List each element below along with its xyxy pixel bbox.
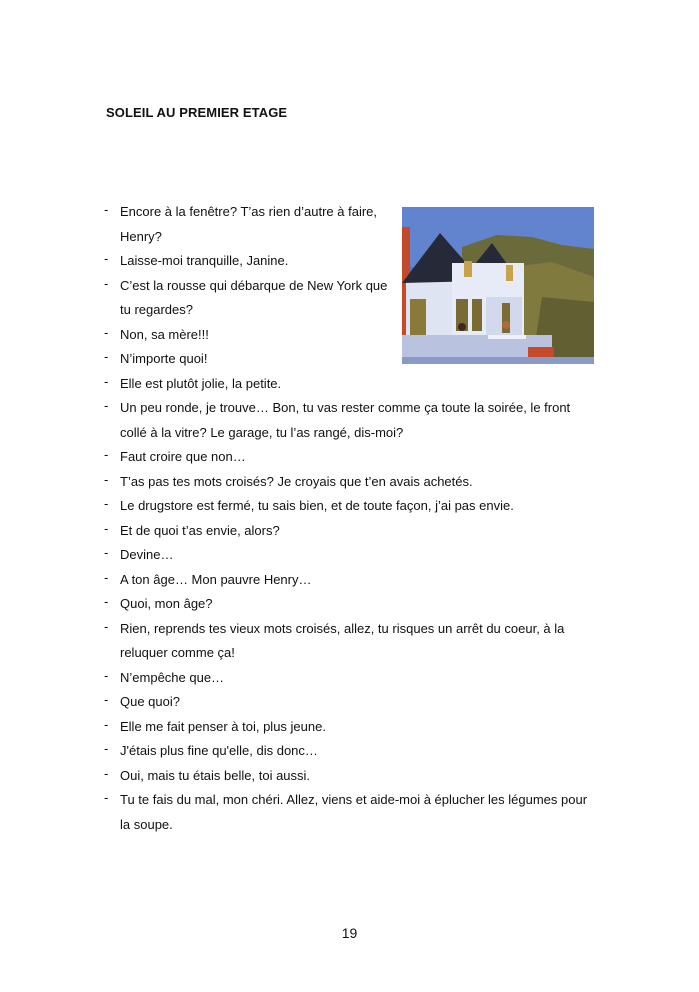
dialogue-line: - Faut croire que non… (104, 447, 246, 464)
dialogue-line: - Rien, reprends tes vieux mots croisés, allez, tu risques un arrêt du coeur, à la reluquer comme ça! (104, 618, 565, 660)
dialogue-line: - Laisse-moi tranquille, Janine. (104, 251, 289, 268)
dialogue-line: - Que quoi? (104, 692, 180, 709)
dialogue-list (104, 200, 596, 837)
dialogue-line: - Encore à la fenêtre? T’as rien d’autre à faire, Henry? (104, 202, 378, 244)
dialogue-line: - A ton âge… Mon pauvre Henry… (104, 569, 312, 587)
dialogue-line: - Quoi, mon âge? (104, 594, 213, 611)
dialogue-line: - Un peu ronde, je trouve… Bon, tu vas rester comme ça toute la soirée, le front collé à la vitre? Le garage, tu l’as rangé, dis-moi? (104, 398, 571, 440)
page-number: 19 (341, 925, 358, 941)
dialogue-line: - Devine… (104, 545, 174, 562)
dialogue-line: - Et de quoi t’as envie, alors? (104, 520, 280, 538)
dialogue-line: - Tu te fais du mal, mon chéri. Allez, viens et aide-moi à éplucher les légumes pour la soupe. (104, 790, 588, 832)
dialogue-line: - Le drugstore est fermé, tu sais bien, et de toute façon, j’ai pas envie. (104, 496, 514, 513)
dialogue-line: - N’importe quoi! (104, 349, 208, 366)
dialogue-line: - Non, sa mère!!! (104, 324, 209, 342)
dialogue-line: - N’empêche que… (104, 667, 225, 685)
dialogue-line: - J'étais plus fine qu'elle, dis donc… (104, 741, 318, 758)
dialogue-line: - Elle est plutôt jolie, la petite. (104, 373, 282, 391)
dialogue-line: - Oui, mais tu étais belle, toi aussi. (104, 765, 311, 783)
dialogue-line: - Elle me fait penser à toi, plus jeune. (104, 716, 326, 734)
dialogue-line: - C’est la rousse qui débarque de New York que tu regardes? (104, 275, 388, 317)
page-title: SOLEIL AU PREMIER ETAGE (106, 105, 288, 120)
dialogue-line: - T’as pas tes mots croisés? Je croyais que t’en avais achetés. (104, 471, 473, 489)
